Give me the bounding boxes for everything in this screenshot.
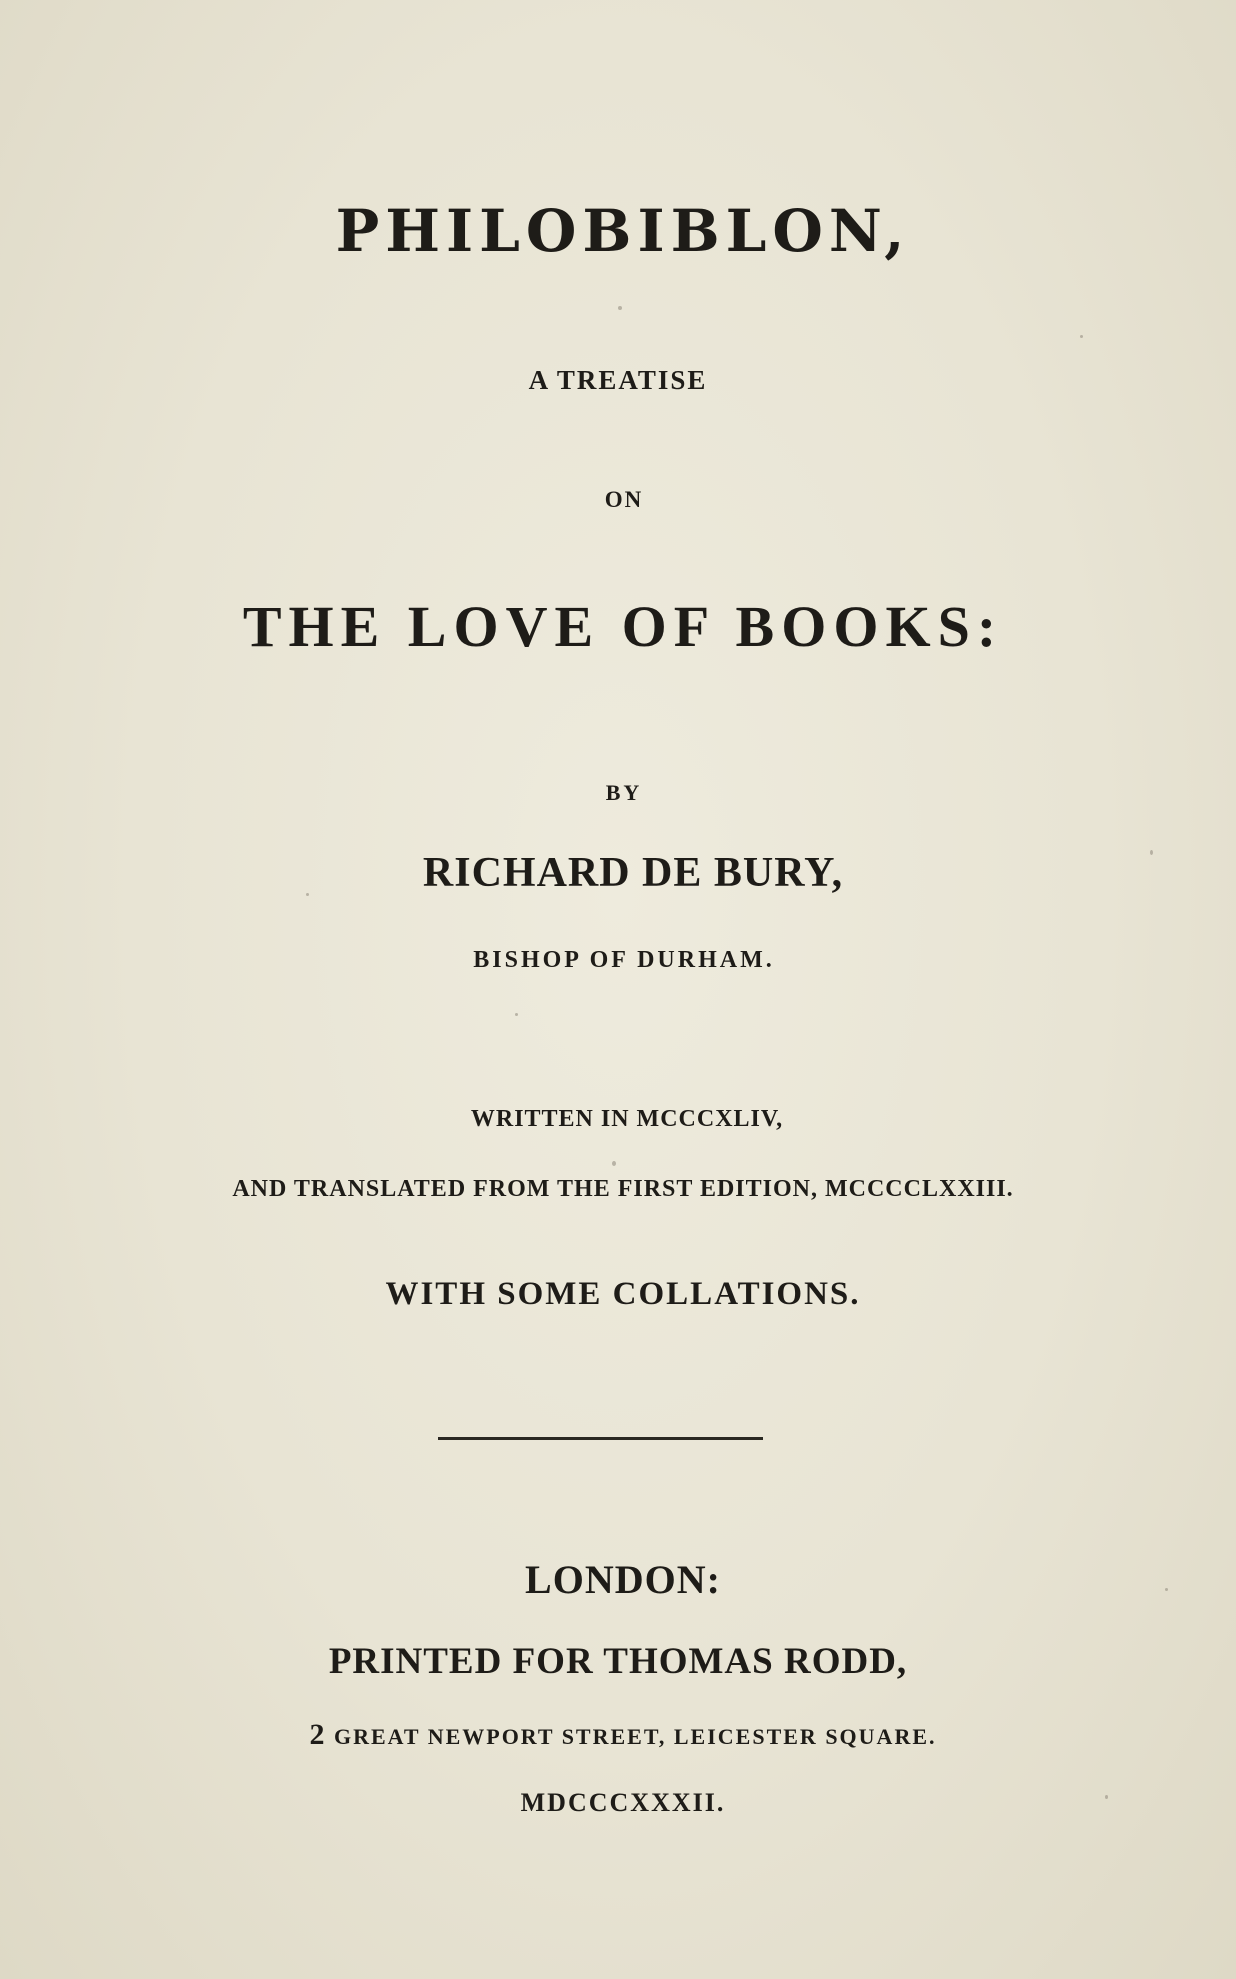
paper-speck [515,1013,518,1016]
imprint-year: MDCCCXXXII. [520,1788,726,1817]
collations-note: WITH SOME COLLATIONS. [385,1276,861,1312]
paper-speck [306,893,309,896]
subject-title: THE LOVE OF BOOKS: [242,594,1004,659]
paper-speck [1080,335,1083,338]
subtitle-a-treatise: A TREATISE [528,365,708,395]
imprint-place: LONDON: [525,1557,721,1602]
imprint-address [0,1720,1236,1750]
address-street: GREAT NEWPORT STREET, LEICESTER SQUARE. [333,1724,937,1749]
imprint-printer: PRINTED FOR THOMAS RODD, [328,1641,908,1682]
paper-speck [1105,1795,1108,1799]
paper-speck [618,306,622,310]
paper-speck [612,1161,616,1166]
paper-speck [1150,850,1153,855]
written-date: WRITTEN IN MCCCXLIV, [470,1106,784,1132]
by-line: BY [605,780,643,805]
divider-rule [438,1437,763,1440]
book-title: PHILOBIBLON, [335,197,911,265]
address-number: 2 [309,1718,327,1751]
paper-speck [1165,1588,1168,1591]
translation-note: AND TRANSLATED FROM THE FIRST EDITION, MCCCCLXXIII. [232,1176,1014,1202]
author-office: BISHOP OF DURHAM. [473,947,775,973]
author-name: RICHARD DE BURY, [422,850,844,896]
subtitle-on: ON [604,487,644,512]
